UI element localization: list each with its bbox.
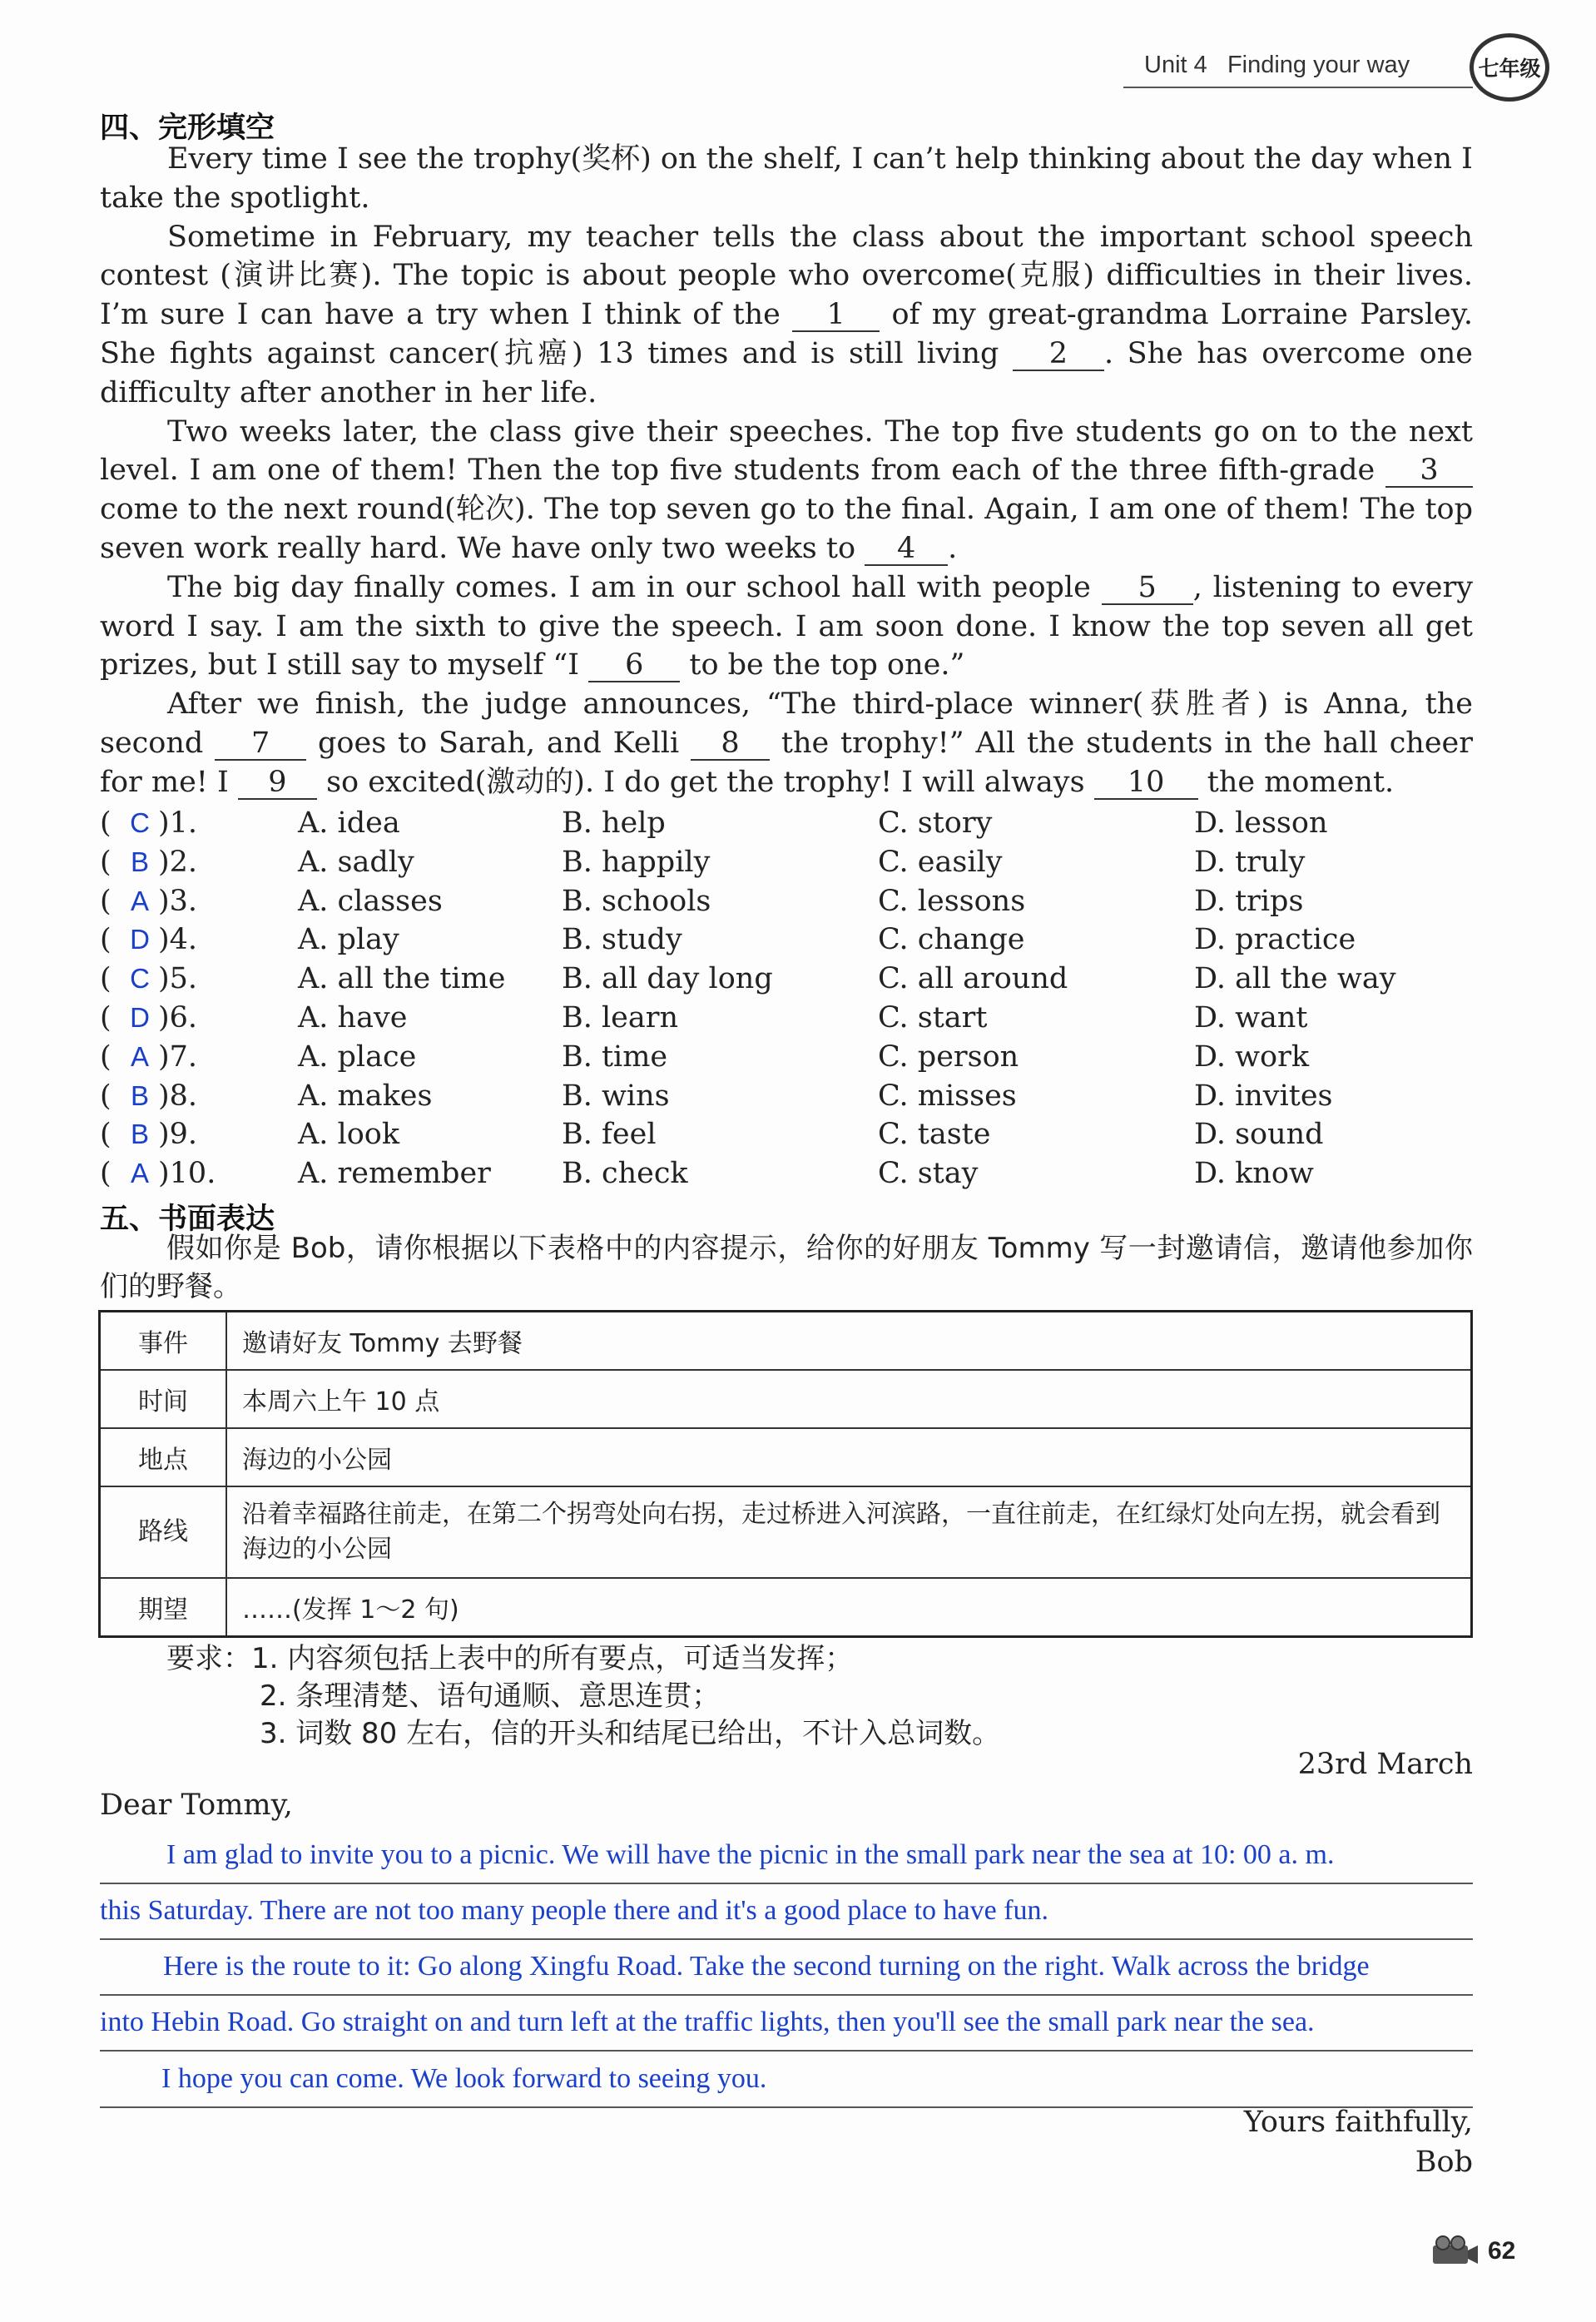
passage-text: goes to Sarah, and Kelli [306, 726, 691, 760]
question-number: )9. [158, 1118, 198, 1152]
question-row: ( A )10. A. remember B. check C. stay D. know [100, 1154, 1498, 1193]
letter-line-3: Here is the route to it: Go along Xingfu Road. Take the second turning on the right. Walk across the bridge [163, 1951, 1370, 1982]
question-number: )7. [158, 1039, 198, 1074]
option-b: B. all day long [562, 962, 773, 996]
section-title-writing: 五、书面表达 [100, 1203, 275, 1236]
row-label: 地点 [100, 1428, 227, 1486]
table-row [100, 1428, 1472, 1486]
option-c: C. lessons [878, 884, 1026, 918]
row-label: 路线 [100, 1486, 227, 1578]
passage-text: . [948, 531, 958, 565]
question-number: )4. [158, 923, 198, 957]
passage-paragraph [100, 685, 1473, 801]
question-row: ( D )4. A. play B. study C. change D. practice [100, 920, 1498, 960]
answer-mark: C [130, 807, 150, 838]
letter-closing: Yours faithfully, [1243, 2106, 1473, 2139]
passage-text: so excited(激动的). I do get the trophy! I will always [316, 765, 1094, 799]
option-a: A. makes [298, 1079, 433, 1113]
row-content: 邀请好友 Tommy 去野餐 [226, 1312, 1472, 1371]
question-number: )3. [158, 884, 198, 918]
option-a: A. classes [298, 884, 443, 918]
requirement-1: 要求：1. 内容须包括上表中的所有要点，可适当发挥； [166, 1642, 854, 1675]
requirement-3: 3. 词数 80 左右，信的开头和结尾已给出，不计入总词数。 [260, 1717, 1001, 1750]
grade-badge: 七年级 [1470, 33, 1549, 102]
option-b: B. check [562, 1157, 688, 1191]
answer-mark: D [130, 924, 150, 955]
row-content: 海边的小公园 [226, 1428, 1472, 1486]
requirement-2: 2. 条理清楚、语句通顺、意思连贯； [260, 1679, 721, 1713]
letter-line-2: this Saturday. There are not too many people there and it's a good place to have fun. [100, 1895, 1049, 1926]
option-b: B. wins [562, 1079, 670, 1113]
answer-mark: C [130, 963, 150, 995]
answer-mark: A [130, 1040, 149, 1072]
option-c: C. start [878, 1000, 988, 1034]
passage-text: come to the next round(轮次). The top seven go to the final. Again, I am one of them! The top seven work really hard. We have only two weeks to [100, 493, 1473, 565]
header-rule [1123, 87, 1473, 88]
passage-text: . She has overcome one difficulty after another in her life. [100, 336, 1473, 409]
question-number: )5. [158, 962, 198, 996]
unit-label: Unit 4 [1144, 52, 1207, 78]
row-content: 沿着幸福路往前走，在第二个拐弯处向右拐，走过桥进入河滨路，一直往前走，在红绿灯处向左拐，就会看到海边的小公园 [226, 1486, 1472, 1578]
passage-text: Sometime in February, my teacher tells the class about the important school speech contest (演讲比赛). The topic is about people who overcome(克服) difficulties in their lives. I’m sure I can have a try when I think of the [100, 220, 1473, 332]
section-title-cloze: 四、完形填空 [100, 112, 275, 145]
row-label: 期望 [100, 1578, 227, 1637]
option-a: A. look [298, 1118, 400, 1152]
question-number: )1. [158, 806, 198, 840]
option-c: C. taste [878, 1118, 991, 1152]
passage-text: Every time I see the trophy(奖杯) on the shelf, I can’t help thinking about the day when I take the spotlight. [100, 142, 1473, 215]
blank-5: 5 [1102, 572, 1193, 605]
option-c: C. all around [878, 962, 1068, 996]
answer-mark: B [130, 1079, 149, 1111]
writing-rule [100, 1883, 1473, 1884]
letter-line-1: I am glad to invite you to a picnic. We will have the picnic in the small park near the sea at 10: 00 a. m. [166, 1839, 1335, 1870]
answer-mark: A [130, 1158, 149, 1189]
letter-line-4: into Hebin Road. Go straight on and turn left at the traffic lights, then you'll see the small park near the sea. [100, 2007, 1315, 2037]
option-c: C. person [878, 1039, 1019, 1074]
answer-mark: D [130, 1001, 150, 1033]
unit-title: Finding your way [1227, 52, 1410, 78]
question-row: ( D )6. A. have B. learn C. start D. want [100, 999, 1498, 1038]
question-row: ( A )3. A. classes B. schools C. lessons D. trips [100, 882, 1498, 921]
option-a: A. play [298, 923, 399, 957]
answer-mark: A [130, 885, 149, 916]
option-d: D. sound [1194, 1118, 1324, 1152]
row-content: ……(发挥 1～2 句) [226, 1578, 1472, 1637]
running-header [1144, 52, 1410, 79]
option-a: A. place [298, 1039, 417, 1074]
option-c: C. change [878, 923, 1025, 957]
letter-line-5: I hope you can come. We look forward to seeing you. [161, 2063, 767, 2094]
writing-rule [100, 2050, 1473, 2052]
passage-text: The big day finally comes. I am in our school hall with people [167, 570, 1102, 604]
option-b: B. schools [562, 884, 711, 918]
camera-icon [1430, 2235, 1480, 2265]
blank-9: 9 [238, 767, 317, 800]
writing-instruction: 假如你是 Bob，请你根据以下表格中的内容提示，给你的好朋友 Tommy 写一封邀请信，邀请他参加你们的野餐。 [100, 1232, 1473, 1303]
option-b: B. help [562, 806, 666, 840]
option-d: D. lesson [1194, 806, 1328, 840]
row-label: 时间 [100, 1370, 227, 1428]
passage-text: of my great-grandma Lorraine Parsley. She fights against cancer(抗癌) 13 times and is still living [100, 298, 1474, 370]
option-a: A. all the time [298, 962, 506, 996]
passage-text: After we finish, the judge announces, “The third-place winner(获胜者) is Anna, the second [100, 687, 1473, 760]
blank-1: 1 [792, 299, 880, 332]
letter-date: 23rd March [1297, 1748, 1473, 1781]
option-c: C. story [878, 806, 993, 840]
answer-mark: B [130, 846, 149, 877]
passage-text: , listening to every word I say. I am the sixth to give the speech. I am soon done. I know the top seven all get prizes, but I still say to myself “I [100, 570, 1473, 682]
option-c: C. misses [878, 1079, 1017, 1113]
table-row [100, 1370, 1472, 1428]
option-a: A. sadly [298, 845, 414, 879]
question-number: )6. [158, 1000, 198, 1034]
option-d: D. know [1194, 1157, 1314, 1191]
table-row [100, 1578, 1472, 1637]
option-c: C. stay [878, 1157, 979, 1191]
question-row: ( C )5. A. all the time B. all day long C. all around D. all the way [100, 960, 1498, 999]
question-row: ( B )8. A. makes B. wins C. misses D. invites [100, 1077, 1498, 1116]
question-row: ( B )9. A. look B. feel C. taste D. sound [100, 1115, 1498, 1154]
question-number: )8. [158, 1079, 198, 1113]
blank-2: 2 [1013, 338, 1104, 371]
option-d: D. work [1194, 1039, 1310, 1074]
passage-text: the trophy!” All the students in the hall cheer for me! I [100, 726, 1473, 799]
passage-paragraph [100, 218, 1473, 413]
option-d: D. invites [1194, 1079, 1333, 1113]
option-d: D. truly [1194, 845, 1306, 879]
passage-text: Two weeks later, the class give their speeches. The top five students go on to the next level. I am one of them! Then the top five students from each of the three fifth-grade [100, 414, 1473, 488]
passage-paragraph [100, 140, 1473, 218]
prompt-table [98, 1310, 1473, 1638]
writing-rule [100, 1938, 1473, 1940]
option-a: A. idea [298, 806, 400, 840]
question-number: )2. [158, 845, 198, 879]
option-b: B. time [562, 1039, 668, 1074]
row-content: 本周六上午 10 点 [226, 1370, 1472, 1428]
table-row [100, 1312, 1472, 1371]
blank-4: 4 [865, 533, 948, 566]
option-b: B. study [562, 923, 682, 957]
question-row: ( B )2. A. sadly B. happily C. easily D. truly [100, 843, 1498, 882]
passage-text: the moment. [1197, 765, 1395, 799]
question-row: ( C )1. A. idea B. help C. story D. lesson [100, 804, 1498, 843]
row-label: 事件 [100, 1312, 227, 1371]
passage-paragraph [100, 413, 1473, 568]
blank-10: 10 [1094, 767, 1198, 800]
passage-text: to be the top one.” [680, 648, 965, 682]
option-b: B. feel [562, 1118, 657, 1152]
option-d: D. want [1194, 1000, 1308, 1034]
letter-salutation: Dear Tommy, [100, 1789, 293, 1822]
option-d: D. practice [1194, 923, 1356, 957]
page-number: 62 [1488, 2237, 1516, 2265]
blank-7: 7 [215, 727, 306, 761]
table-row [100, 1486, 1472, 1578]
blank-8: 8 [691, 727, 770, 761]
writing-rule [100, 1994, 1473, 1996]
question-list [100, 804, 1498, 1193]
question-number: )10. [158, 1157, 216, 1191]
option-b: B. happily [562, 845, 711, 879]
option-a: A. remember [298, 1157, 491, 1191]
answer-mark: B [130, 1119, 149, 1150]
option-d: D. trips [1194, 884, 1304, 918]
blank-6: 6 [588, 649, 680, 682]
option-a: A. have [298, 1000, 408, 1034]
cloze-passage [100, 140, 1473, 802]
passage-paragraph [100, 568, 1473, 685]
question-row: ( A )7. A. place B. time C. person D. work [100, 1038, 1498, 1077]
blank-3: 3 [1385, 454, 1473, 488]
option-d: D. all the way [1194, 962, 1396, 996]
option-c: C. easily [878, 845, 1003, 879]
letter-signature: Bob [1415, 2146, 1473, 2179]
option-b: B. learn [562, 1000, 679, 1034]
